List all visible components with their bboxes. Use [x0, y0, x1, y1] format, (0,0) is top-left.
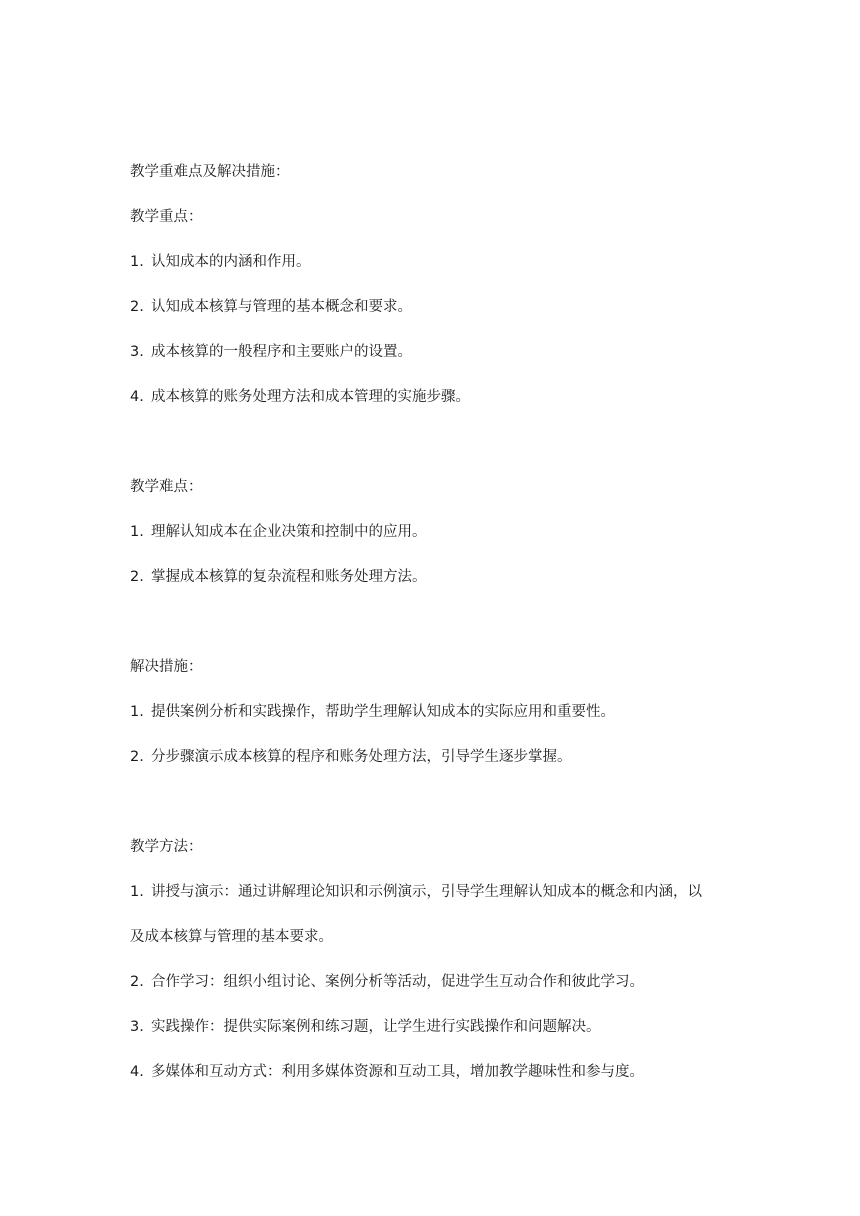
section-title-methods: 教学方法： — [130, 839, 203, 855]
list-number: 1. — [130, 704, 144, 720]
list-item — [130, 520, 750, 544]
list-item — [130, 565, 750, 589]
list-text: 成本核算的一般程序和主要账户的设置。 — [151, 344, 412, 360]
list-item — [130, 700, 750, 724]
section-title-key-points: 教学重点： — [130, 209, 203, 225]
list-text: 认知成本的内涵和作用。 — [151, 254, 311, 270]
list-item — [130, 1015, 750, 1039]
document-page — [130, 160, 750, 1105]
section-title-difficult-points: 教学难点： — [130, 479, 203, 495]
list-number: 3. — [130, 1019, 144, 1035]
list-number: 3. — [130, 344, 144, 360]
list-number: 2. — [130, 749, 144, 765]
list-number: 2. — [130, 974, 144, 990]
list-number: 2. — [130, 299, 144, 315]
list-text: 多媒体和互动方式：利用多媒体资源和互动工具，增加教学趣味性和参与度。 — [151, 1064, 644, 1080]
list-text: 认知成本核算与管理的基本概念和要求。 — [151, 299, 412, 315]
list-number: 1. — [130, 884, 144, 900]
list-text: 讲授与演示：通过讲解理论知识和示例演示，引导学生理解认知成本的概念和内涵，以 — [151, 884, 702, 900]
blank-line — [130, 430, 750, 475]
list-text: 实践操作：提供实际案例和练习题，让学生进行实践操作和问题解决。 — [151, 1019, 601, 1035]
list-item-continuation: 及成本核算与管理的基本要求。 — [130, 929, 333, 945]
list-number: 4. — [130, 1064, 144, 1080]
list-item — [130, 340, 750, 364]
list-text: 成本核算的账务处理方法和成本管理的实施步骤。 — [151, 389, 470, 405]
list-item — [130, 1060, 750, 1084]
list-number: 2. — [130, 569, 144, 585]
list-text: 分步骤演示成本核算的程序和账务处理方法，引导学生逐步掌握。 — [151, 749, 572, 765]
list-number: 1. — [130, 524, 144, 540]
list-item — [130, 970, 750, 994]
blank-line — [130, 610, 750, 655]
list-text: 提供案例分析和实践操作，帮助学生理解认知成本的实际应用和重要性。 — [151, 704, 615, 720]
list-number: 4. — [130, 389, 144, 405]
list-text: 理解认知成本在企业决策和控制中的应用。 — [151, 524, 427, 540]
list-text: 掌握成本核算的复杂流程和账务处理方法。 — [151, 569, 427, 585]
section-title-solutions: 解决措施： — [130, 659, 203, 675]
list-item — [130, 745, 750, 769]
list-item — [130, 880, 750, 904]
list-item — [130, 250, 750, 274]
list-number: 1. — [130, 254, 144, 270]
document-heading: 教学重难点及解决措施： — [130, 164, 290, 180]
list-item — [130, 295, 750, 319]
blank-line — [130, 790, 750, 835]
list-item — [130, 385, 750, 409]
list-text: 合作学习：组织小组讨论、案例分析等活动，促进学生互动合作和彼此学习。 — [151, 974, 644, 990]
